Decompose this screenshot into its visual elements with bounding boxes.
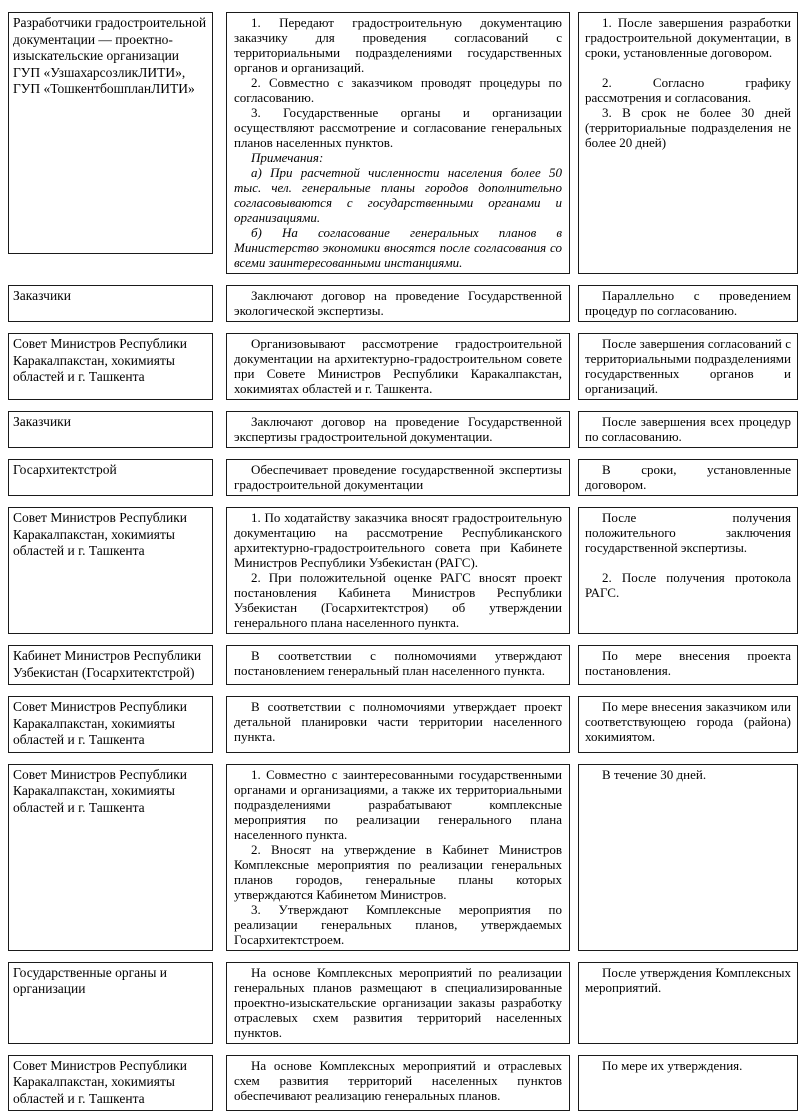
timing-cell	[578, 507, 798, 634]
timing-cell	[578, 962, 798, 1044]
action-paragraph: Заключают договор на проведение Государственной экспертизы градостроительной документации.	[234, 414, 562, 444]
actor-text: Разработчики градостроительной документации — проектно-изыскательские организации ГУП «УзшахарсозликЛИТИ», ГУП «ТошкентбошпланЛИТИ»	[13, 15, 207, 98]
action-paragraph: 3. Утверждают Комплексные мероприятия по реализации генеральных планов, утверждаемых Госархитектстроем.	[234, 902, 562, 947]
action-paragraph: В соответствии с полномочиями утверждает проект детальной планировки части территории населенного пункта.	[234, 699, 562, 744]
table-row	[8, 459, 798, 496]
timing-cell	[578, 333, 798, 400]
action-paragraph: На основе Комплексных мероприятий и отраслевых схем развития территорий населенных пунктов обеспечивают реализацию генеральных планов.	[234, 1058, 562, 1103]
actor-cell	[8, 333, 213, 400]
actor-text: Заказчики	[13, 288, 207, 305]
actor-text: Государственные органы и организации	[13, 965, 207, 998]
timing-cell	[578, 459, 798, 496]
timing-cell	[578, 12, 798, 274]
action-paragraph: 1. Передают градостроительную документацию заказчику для проведения согласований с территориальными подразделениями государственных органов и организаций.	[234, 15, 562, 75]
table-row	[8, 411, 798, 448]
timing-paragraph: После получения положительного заключения государственной экспертизы.	[585, 510, 791, 555]
timing-paragraph: В сроки, установленные договором.	[585, 462, 791, 492]
table-row	[8, 696, 798, 753]
action-paragraph: 1. По ходатайству заказчика вносят градостроительную документацию на рассмотрение Республиканского архитектурно-градостроительного совета при Кабинете Министров Республики Узбекистан (РАГС).	[234, 510, 562, 570]
actor-cell	[8, 645, 213, 685]
table-row	[8, 333, 798, 400]
timing-cell	[578, 411, 798, 448]
timing-paragraph: 3. В срок не более 30 дней (территориальные подразделения не более 20 дней)	[585, 105, 791, 150]
actor-cell	[8, 411, 213, 448]
actor-text: Совет Министров Республики Каракалпакстан, хокимияты областей и г. Ташкента	[13, 767, 207, 817]
actions-cell	[226, 285, 570, 322]
actor-text: Совет Министров Республики Каракалпакстан, хокимияты областей и г. Ташкента	[13, 510, 207, 560]
action-paragraph: 3. Государственные органы и организации осуществляют рассмотрение и согласование генеральных планов населенных пунктов.	[234, 105, 562, 150]
action-paragraph: 2. При положительной оценке РАГС вносят проект постановления Кабинета Министров Республики Узбекистан (Госархитектстроя) об утверждении генерального плана населенного пункта.	[234, 570, 562, 630]
timing-paragraph: По мере внесения заказчиком или соответствующею города (района) хокимиятом.	[585, 699, 791, 744]
table-row	[8, 1055, 798, 1111]
actor-cell	[8, 12, 213, 254]
table-row	[8, 962, 798, 1044]
timing-paragraph: После завершения всех процедур по согласованию.	[585, 414, 791, 444]
timing-paragraph: 2. Согласно графику рассмотрения и согласования.	[585, 75, 791, 105]
action-paragraph: Примечания:	[234, 150, 562, 165]
actor-cell	[8, 285, 213, 322]
timing-cell	[578, 764, 798, 951]
timing-paragraph: По мере их утверждения.	[585, 1058, 791, 1073]
actor-text: Совет Министров Республики Каракалпакстан, хокимияты областей и г. Ташкента	[13, 1058, 207, 1108]
actions-cell	[226, 411, 570, 448]
action-paragraph: 2. Совместно с заказчиком проводят процедуры по согласованию.	[234, 75, 562, 105]
actor-cell	[8, 459, 213, 496]
action-paragraph: б) На согласование генеральных планов в Министерство экономики вносятся после согласования со всеми заинтересованными инстанциями.	[234, 225, 562, 270]
action-paragraph: 1. Совместно с заинтересованными государственными органами и организациями, а также их территориальными подразделениями разрабатывают комплексные мероприятия по реализации генерального плана населенного пункта.	[234, 767, 562, 842]
timing-paragraph: Параллельно с проведением процедур по согласованию.	[585, 288, 791, 318]
timing-paragraph: В течение 30 дней.	[585, 767, 791, 782]
actions-cell	[226, 1055, 570, 1111]
actor-cell	[8, 1055, 213, 1111]
action-paragraph: Организовывают рассмотрение градостроительной документации на архитектурно-градостроительном совете при Совете Министров Республики Каракалпакстан, хокимиятах областей и г. Ташкента.	[234, 336, 562, 396]
actor-text: Совет Министров Республики Каракалпакстан, хокимияты областей и г. Ташкента	[13, 699, 207, 749]
actions-cell	[226, 333, 570, 400]
process-table	[8, 12, 798, 1111]
timing-paragraph: После завершения согласований с территориальными подразделениями государственных органов и организаций.	[585, 336, 791, 396]
timing-paragraph: 1. После завершения разработки градостроительной документации, в сроки, установленные договором.	[585, 15, 791, 60]
actions-cell	[226, 764, 570, 951]
actor-text: Совет Министров Республики Каракалпакстан, хокимияты областей и г. Ташкента	[13, 336, 207, 386]
table-row	[8, 645, 798, 685]
actor-cell	[8, 764, 213, 951]
table-row	[8, 285, 798, 322]
timing-paragraph: 2. После получения протокола РАГС.	[585, 570, 791, 600]
actor-text: Госархитектстрой	[13, 462, 207, 479]
actor-text: Кабинет Министров Республики Узбекистан (Госархитектстрой)	[13, 648, 207, 681]
actions-cell	[226, 12, 570, 274]
action-paragraph: Обеспечивает проведение государственной экспертизы градостроительной документации	[234, 462, 562, 492]
actor-cell	[8, 696, 213, 753]
table-row	[8, 507, 798, 634]
action-paragraph: Заключают договор на проведение Государственной экологической экспертизы.	[234, 288, 562, 318]
actions-cell	[226, 645, 570, 685]
table-row	[8, 12, 798, 274]
timing-paragraph: По мере внесения проекта постановления.	[585, 648, 791, 678]
actor-cell	[8, 962, 213, 1044]
actions-cell	[226, 459, 570, 496]
action-paragraph: В соответствии с полномочиями утверждают постановлением генеральный план населенного пункта.	[234, 648, 562, 678]
action-paragraph: На основе Комплексных мероприятий по реализации генеральных планов размещают в специализированные проектно-изыскательские организации заказы разработку отраслевых схем развития территорий населенных пунктов.	[234, 965, 562, 1040]
timing-cell	[578, 645, 798, 685]
timing-cell	[578, 1055, 798, 1111]
actor-cell	[8, 507, 213, 634]
actions-cell	[226, 696, 570, 753]
table-row	[8, 764, 798, 951]
timing-cell	[578, 696, 798, 753]
action-paragraph: 2. Вносят на утверждение в Кабинет Министров Комплексные мероприятия по реализации генеральных планов городов, генеральные планы которых утверждаются Кабинетом Министров.	[234, 842, 562, 902]
actions-cell	[226, 507, 570, 634]
actor-text: Заказчики	[13, 414, 207, 431]
actions-cell	[226, 962, 570, 1044]
action-paragraph: а) При расчетной численности населения более 50 тыс. чел. генеральные планы городов дополнительно согласовываются с государственными органами и организациями.	[234, 165, 562, 225]
timing-cell	[578, 285, 798, 322]
timing-paragraph: После утверждения Комплексных мероприятий.	[585, 965, 791, 995]
